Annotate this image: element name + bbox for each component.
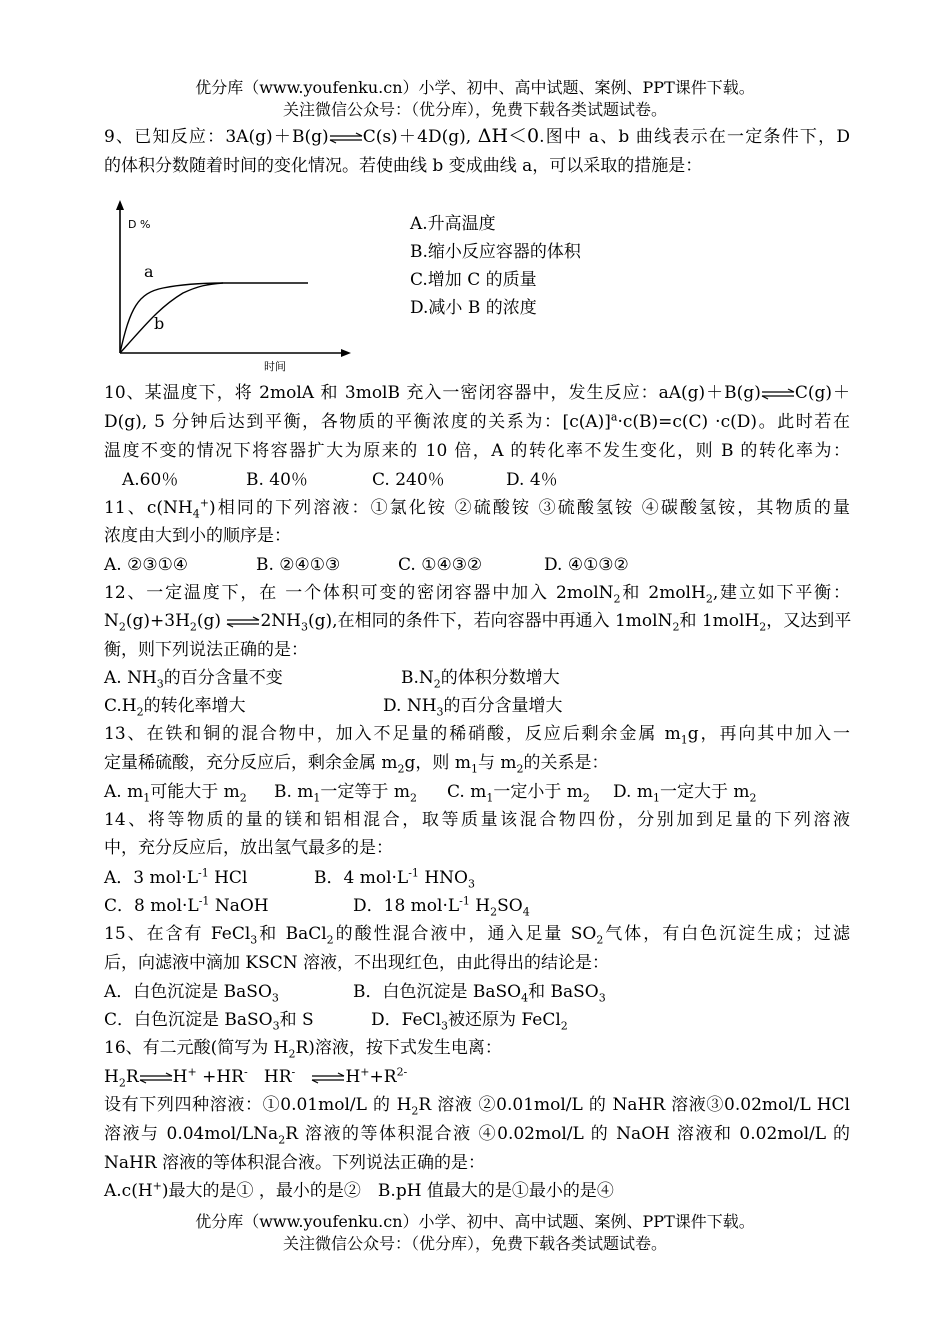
q13-line-1: 13、在铁和铜的混合物中，加入不足量的稀硝酸，反应后剩余金属 $m_1g$，再向其中加入一 [104,724,850,747]
q12-line-1: 12、一定温度下，在 一个体积可变的密闭容器中加入 2molN$_2$和 2molH$_2$,建立如下平衡： [104,583,850,606]
q15-line-2: 后，向滤液中滴加 KSCN 溶液，不出现红色，由此得出的结论是： [104,953,610,973]
q12-option-c: $C.H_2$的转化率增大 [104,696,246,719]
q11-line-2: 浓度由大到小的顺序是： [104,526,291,546]
q16-ionization: $H_2R$ H+ +HR- HR- $H^++R^{2-}$ [104,1065,408,1090]
q12-option-b: $B.N_2$的体积分数增大 [401,668,560,691]
q14-option-c: C．8 $mol\cdot L^{-1}$ NaOH [104,894,269,916]
curve-a-label: a [144,262,154,281]
q12-line-3: 衡，则下列说法正确的是： [104,640,308,660]
q10-line-2: D(g), 5 分钟后达到平衡，各物质的平衡浓度的关系为：$[c(A)]^a\cdot c(B)=c(C) \cdot c(D)$。此时若在 [104,410,850,432]
q16-line-4: 溶液与 0.04mol/LNa$_2$R 溶液的等体积混合液 ④0.02mol/L 的 NaOH 溶液和 0.02mol/L 的 [104,1124,850,1147]
q15-option-b: B．白色沉淀是 BaSO$_4$和 BaSO$_3$ [353,982,606,1005]
q16-line-1: 16、有二元酸(简写为 $H_2R$)溶液，按下式发生电离： [104,1038,502,1061]
q13-option-b: B. $m_1$一定等于 $m_2$ [274,782,417,805]
q9-option-d: D.减小 B 的浓度 [410,298,537,318]
q14-line-1: 14、将等物质的量的镁和铝相混合，取等质量该混合物四份，分别加到足量的下列溶液 [104,810,850,830]
q10-line-3: 温度不变的情况下将容器扩大为原来的 10 倍，A 的转化率不发生变化，则 B 的转化率为： [104,441,850,461]
q13-line-2: 定量稀硫酸，充分反应后，剩余金属 $m_2g$，则 $m_1$与 $m_2$的关系是： [104,753,609,776]
q10-option-a: A.60％ [122,470,179,490]
q15-option-a: A．白色沉淀是 BaSO$_3$ [104,982,279,1005]
header-line-1: 优分库（www.youfenku.cn）小学、初中、高中试题、案例、PPT课件下载。 [195,78,755,97]
q12-option-d: D. $NH_3$的百分含量增大 [383,696,563,719]
x-axis-arrow [341,349,351,357]
q14-option-a: A．3 $mol\cdot L^{-1}$ HCl [104,866,248,888]
q10-option-c: C. 240％ [372,470,445,490]
equilibrium-arrow-icon [761,388,795,400]
q13-option-d: D. $m_1$一定大于 $m_2$ [613,782,757,805]
q11-option-a: A. ②③①④ [104,555,189,575]
equilibrium-arrow-icon [139,1072,173,1084]
equilibrium-arrow-icon [329,132,363,144]
q11-option-b: B. ②④①③ [256,555,341,575]
q11-line-1: 11、$c(NH_4^+)$相同的下列溶液：①氯化铵 ②硫酸铵 ③硫酸氢铵 ④碳酸氢铵，其物质的量 [104,496,850,521]
q14-option-d: D．18 $mol\cdot L^{-1}$ $H_2SO_4$ [353,894,530,919]
q9-option-c: C.增加 C 的质量 [410,270,537,290]
q16-line-6: A.c(H+)最大的是① ，最小的是② B.pH 值最大的是①最小的是④ [104,1179,614,1201]
y-axis-label: D % [128,218,151,231]
q11-option-d: D. ④①③② [544,555,629,575]
q14-line-2: 中，充分反应后，放出氢气最多的是： [104,838,393,858]
curve-b-label: b [154,314,165,333]
q14-option-b: B．4 $mol\cdot L^{-1}$ $HNO_3$ [314,866,475,891]
q9-option-a: A.升高温度 [410,214,496,234]
q12-line-2: $N_2(g)+3H_2(g)$ $2NH_3(g)$,在相同的条件下，若向容器中再通入 1molN$_2$和 1molH$_2$，又达到平 [104,611,852,634]
q11-option-c: C. ①④③② [398,555,483,575]
q13-option-a: A. $m_1$可能大于 $m_2$ [104,782,247,805]
x-axis-label: 时间 [264,360,286,373]
equilibrium-arrow-icon [311,1072,345,1084]
q10-option-d: D. 4％ [506,470,558,490]
q16-line-5: NaHR 溶液的等体积混合液。下列说法正确的是： [104,1153,486,1173]
q10-option-b: B. 40％ [246,470,308,490]
curve-a [120,283,308,353]
footer-line-2: 关注微信公众号：（优分库），免费下载各类试题试卷。 [282,1234,667,1253]
header-line-2: 关注微信公众号：（优分库），免费下载各类试题试卷。 [282,100,667,119]
q15-option-c: C．白色沉淀是 BaSO$_3$和 S [104,1010,314,1033]
q12-option-a: A. $NH_3$的百分含量不变 [104,668,283,691]
q9-line-2: 的体积分数随着时间的变化情况。若使曲线 b 变成曲线 a，可以采取的措施是： [104,156,703,176]
q15-option-d: D．FeCl$_3$被还原为 FeCl$_2$ [371,1010,568,1033]
q10-line-1: 10、某温度下，将 2molA 和 3molB 充入一密闭容器中，发生反应：aA(g)＋B(g) C(g)＋ [104,383,850,403]
q16-line-3: 设有下列四种溶液：①0.01mol/L 的 $H_2R$ 溶液 ②0.01mol/L 的 NaHR 溶液③0.02mol/L HCl [104,1095,850,1118]
q9-option-b: B.缩小反应容器的体积 [410,242,581,262]
footer-line-1: 优分库（www.youfenku.cn）小学、初中、高中试题、案例、PPT课件下载。 [195,1212,755,1231]
q13-option-c: C. $m_1$一定小于 $m_2$ [447,782,590,805]
q9-line-1: 9、已知反应：3A(g)＋B(g) C(s)＋4D(g), ΔH＜0.图中 a、b 曲线表示在一定条件下，D [104,125,850,147]
equilibrium-arrow-icon [226,616,260,628]
curve-b [120,283,223,353]
q15-line-1: 15、在含有 FeCl$_3$和 BaCl$_2$的酸性混合液中，通入足量 $SO_2$气体，有白色沉淀生成；过滤 [104,924,850,947]
d-percent-vs-time-graph [108,198,358,378]
y-axis-arrow [116,200,124,210]
